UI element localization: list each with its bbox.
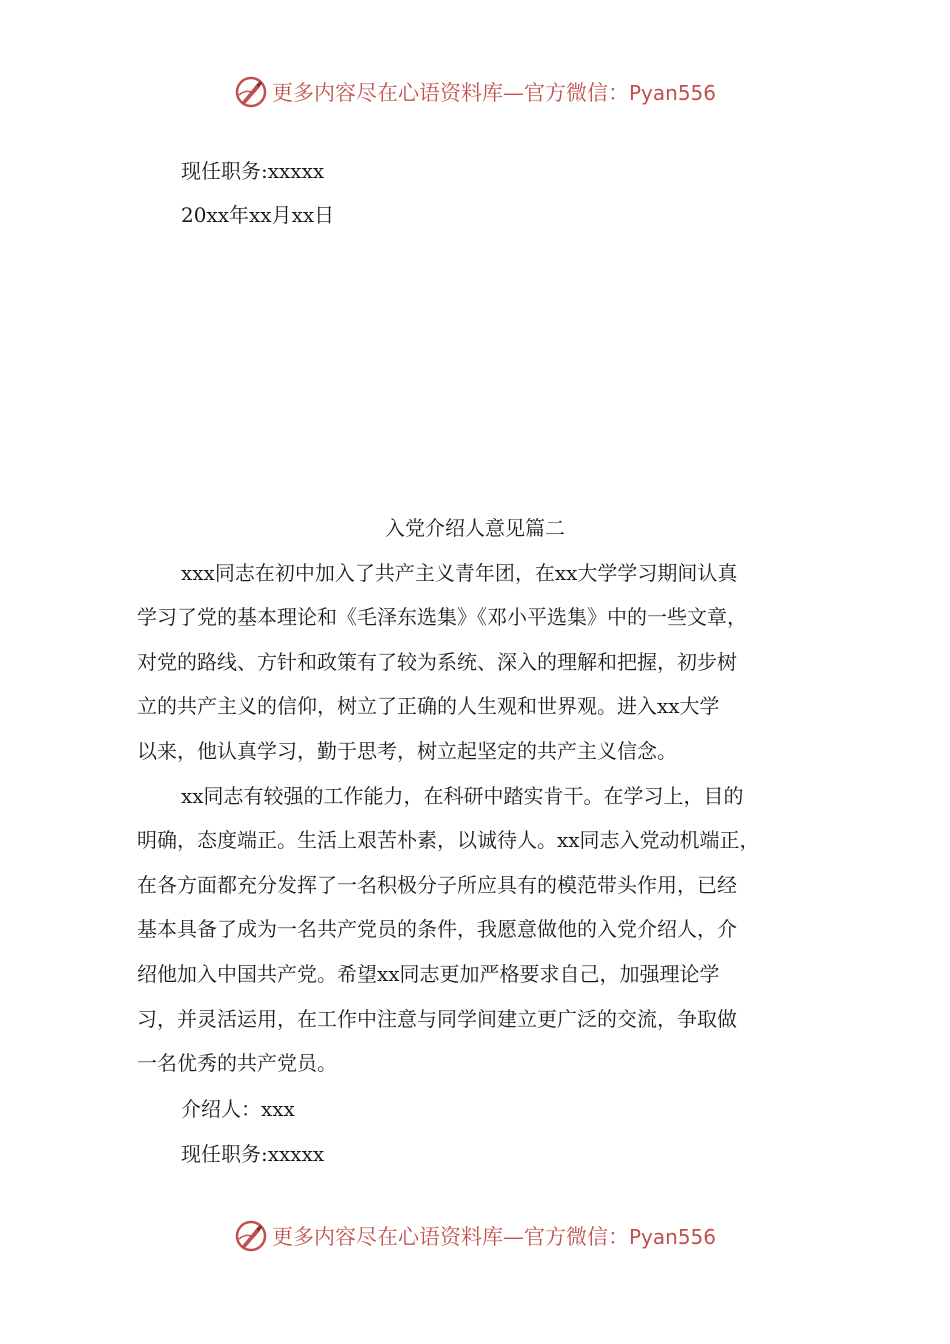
section-title: 入党介绍人意见篇二 xyxy=(385,516,565,540)
paragraph-line: xxx同志在初中加入了共产主义青年团，在xx大学学习期间认真 xyxy=(181,561,738,585)
paragraph-line: 基本具备了成为一名共产党员的条件，我愿意做他的入党介绍人，介 xyxy=(137,917,737,941)
paragraph-line: 对党的路线、方针和政策有了较为系统、深入的理解和把握，初步树 xyxy=(137,650,737,674)
paragraph-line: 习，并灵活运用，在工作中注意与同学间建立更广泛的交流，争取做 xyxy=(137,1007,737,1031)
banner-wechat-id: Pyan556 xyxy=(628,1225,716,1249)
pen-logo-icon xyxy=(234,75,268,109)
banner-text: 更多内容尽在心语资料库—官方微信：Pyan556 xyxy=(271,1225,716,1249)
paragraph-line: 立的共产主义的信仰，树立了正确的人生观和世界观。进入xx大学 xyxy=(137,694,720,718)
position-line-bottom: 现任职务:xxxxx xyxy=(181,1142,325,1166)
paragraph-line: 在各方面都充分发挥了一名积极分子所应具有的模范带头作用，已经 xyxy=(137,873,737,897)
date-line: 20xx年xx月xx日 xyxy=(181,203,335,227)
footer-banner xyxy=(0,1214,950,1258)
paragraph-line: 明确，态度端正。生活上艰苦朴素，以诚待人。xx同志入党动机端正， xyxy=(137,828,760,852)
position-line-top: 现任职务:xxxxx xyxy=(181,159,325,183)
banner-text: 更多内容尽在心语资料库—官方微信：Pyan556 xyxy=(271,81,716,105)
paragraph-line: 以来，他认真学习，勤于思考，树立起坚定的共产主义信念。 xyxy=(137,739,677,763)
paragraph-line: 一名优秀的共产党员。 xyxy=(137,1051,337,1075)
paragraph-line: xx同志有较强的工作能力，在科研中踏实肯干。在学习上，目的 xyxy=(181,784,744,808)
introducer-line: 介绍人：xxx xyxy=(181,1097,295,1121)
pen-logo-icon xyxy=(234,1219,268,1253)
banner-wechat-id: Pyan556 xyxy=(628,81,716,105)
paragraph-line: 学习了党的基本理论和《毛泽东选集》《邓小平选集》中的一些文章， xyxy=(137,605,747,629)
header-banner xyxy=(0,70,950,114)
paragraph-line: 绍他加入中国共产党。希望xx同志更加严格要求自己，加强理论学 xyxy=(137,962,720,986)
